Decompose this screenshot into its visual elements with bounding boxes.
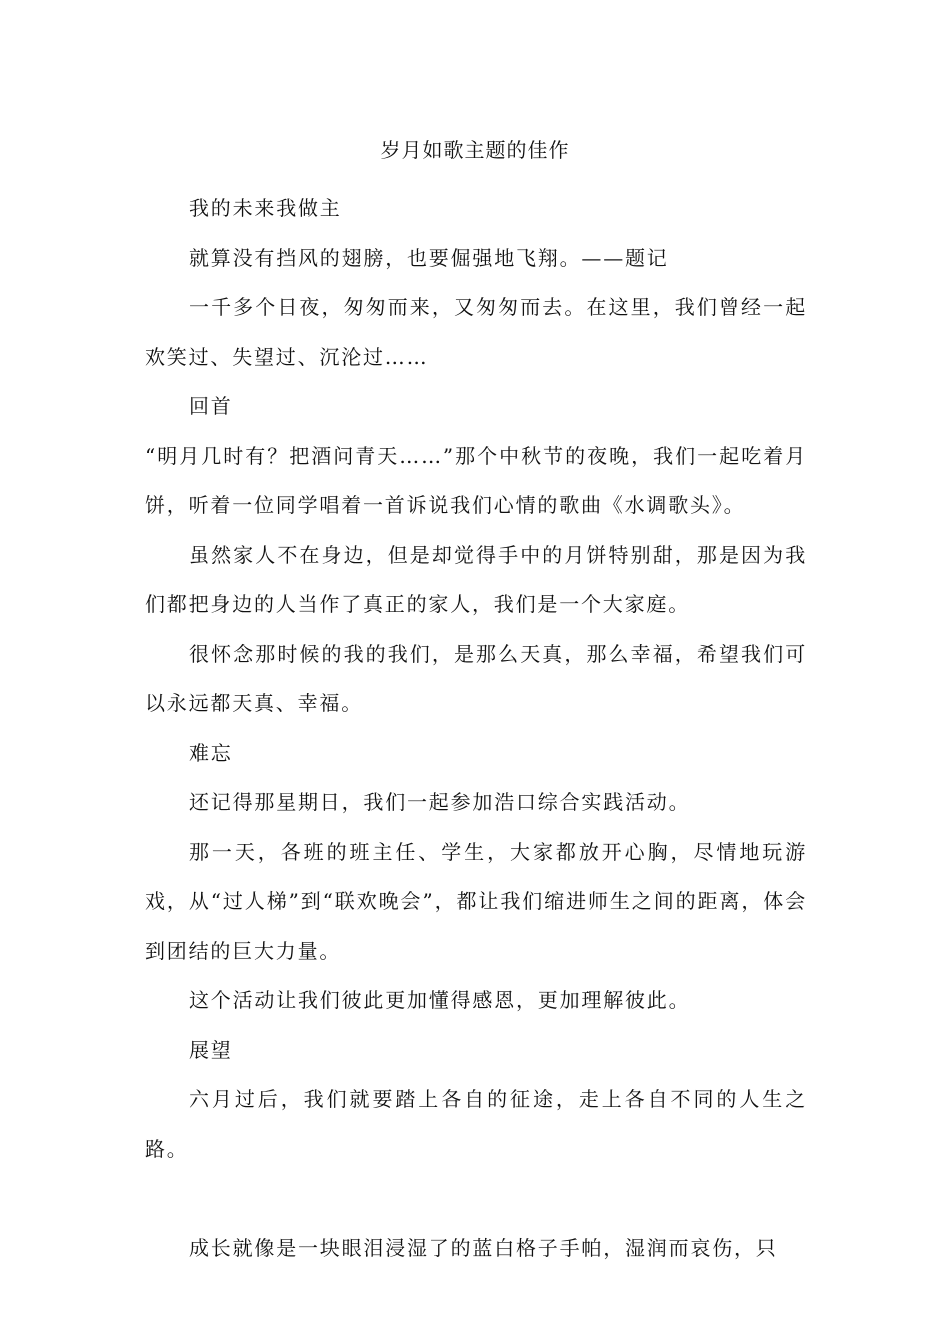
blank-line (145, 1174, 807, 1224)
paragraph: 展望 (189, 1037, 233, 1062)
page-title: 岁月如歌主题的佳作 (380, 138, 570, 162)
paragraph: 很怀念那时候的我的我们，是那么天真，那么幸福，希望我们可以永远都天真、幸福。 (145, 641, 807, 715)
paragraph: 就算没有挡风的翅膀，也要倔强地飞翔。——题记 (189, 245, 669, 270)
paragraph: 我的未来我做主 (189, 196, 342, 220)
paragraph: 回首 (189, 394, 233, 418)
paragraph: 成长就像是一块眼泪浸湿了的蓝白格子手帕，湿润而哀伤，只 (189, 1235, 778, 1260)
paragraph: 一千多个日夜，匆匆而来，又匆匆而去。在这里，我们曾经一起欢笑过、失望过、沉沦过…… (145, 295, 807, 369)
paragraph: “明月几时有？把酒问青天……”那个中秋节的夜晚，我们一起吃着月饼，听着一位同学唱着一首诉说我们心情的歌曲《水调歌头》。 (145, 443, 807, 517)
paragraph: 那一天，各班的班主任、学生，大家都放开心胸，尽情地玩游戏，从“过人梯”到“联欢晚会”，都让我们缩进师生之间的距离，体会到团结的巨大力量。 (145, 839, 807, 963)
paragraph: 这个活动让我们彼此更加懂得感恩，更加理解彼此。 (189, 988, 691, 1012)
paragraph: 还记得那星期日，我们一起参加浩口综合实践活动。 (189, 790, 691, 814)
paragraph: 难忘 (189, 740, 233, 765)
document-body (145, 184, 807, 1273)
paragraph: 六月过后，我们就要踏上各自的征途，走上各自不同的人生之路。 (145, 1087, 807, 1161)
paragraph: 虽然家人不在身边，但是却觉得手中的月饼特别甜，那是因为我们都把身边的人当作了真正的家人，我们是一个大家庭。 (145, 542, 807, 616)
